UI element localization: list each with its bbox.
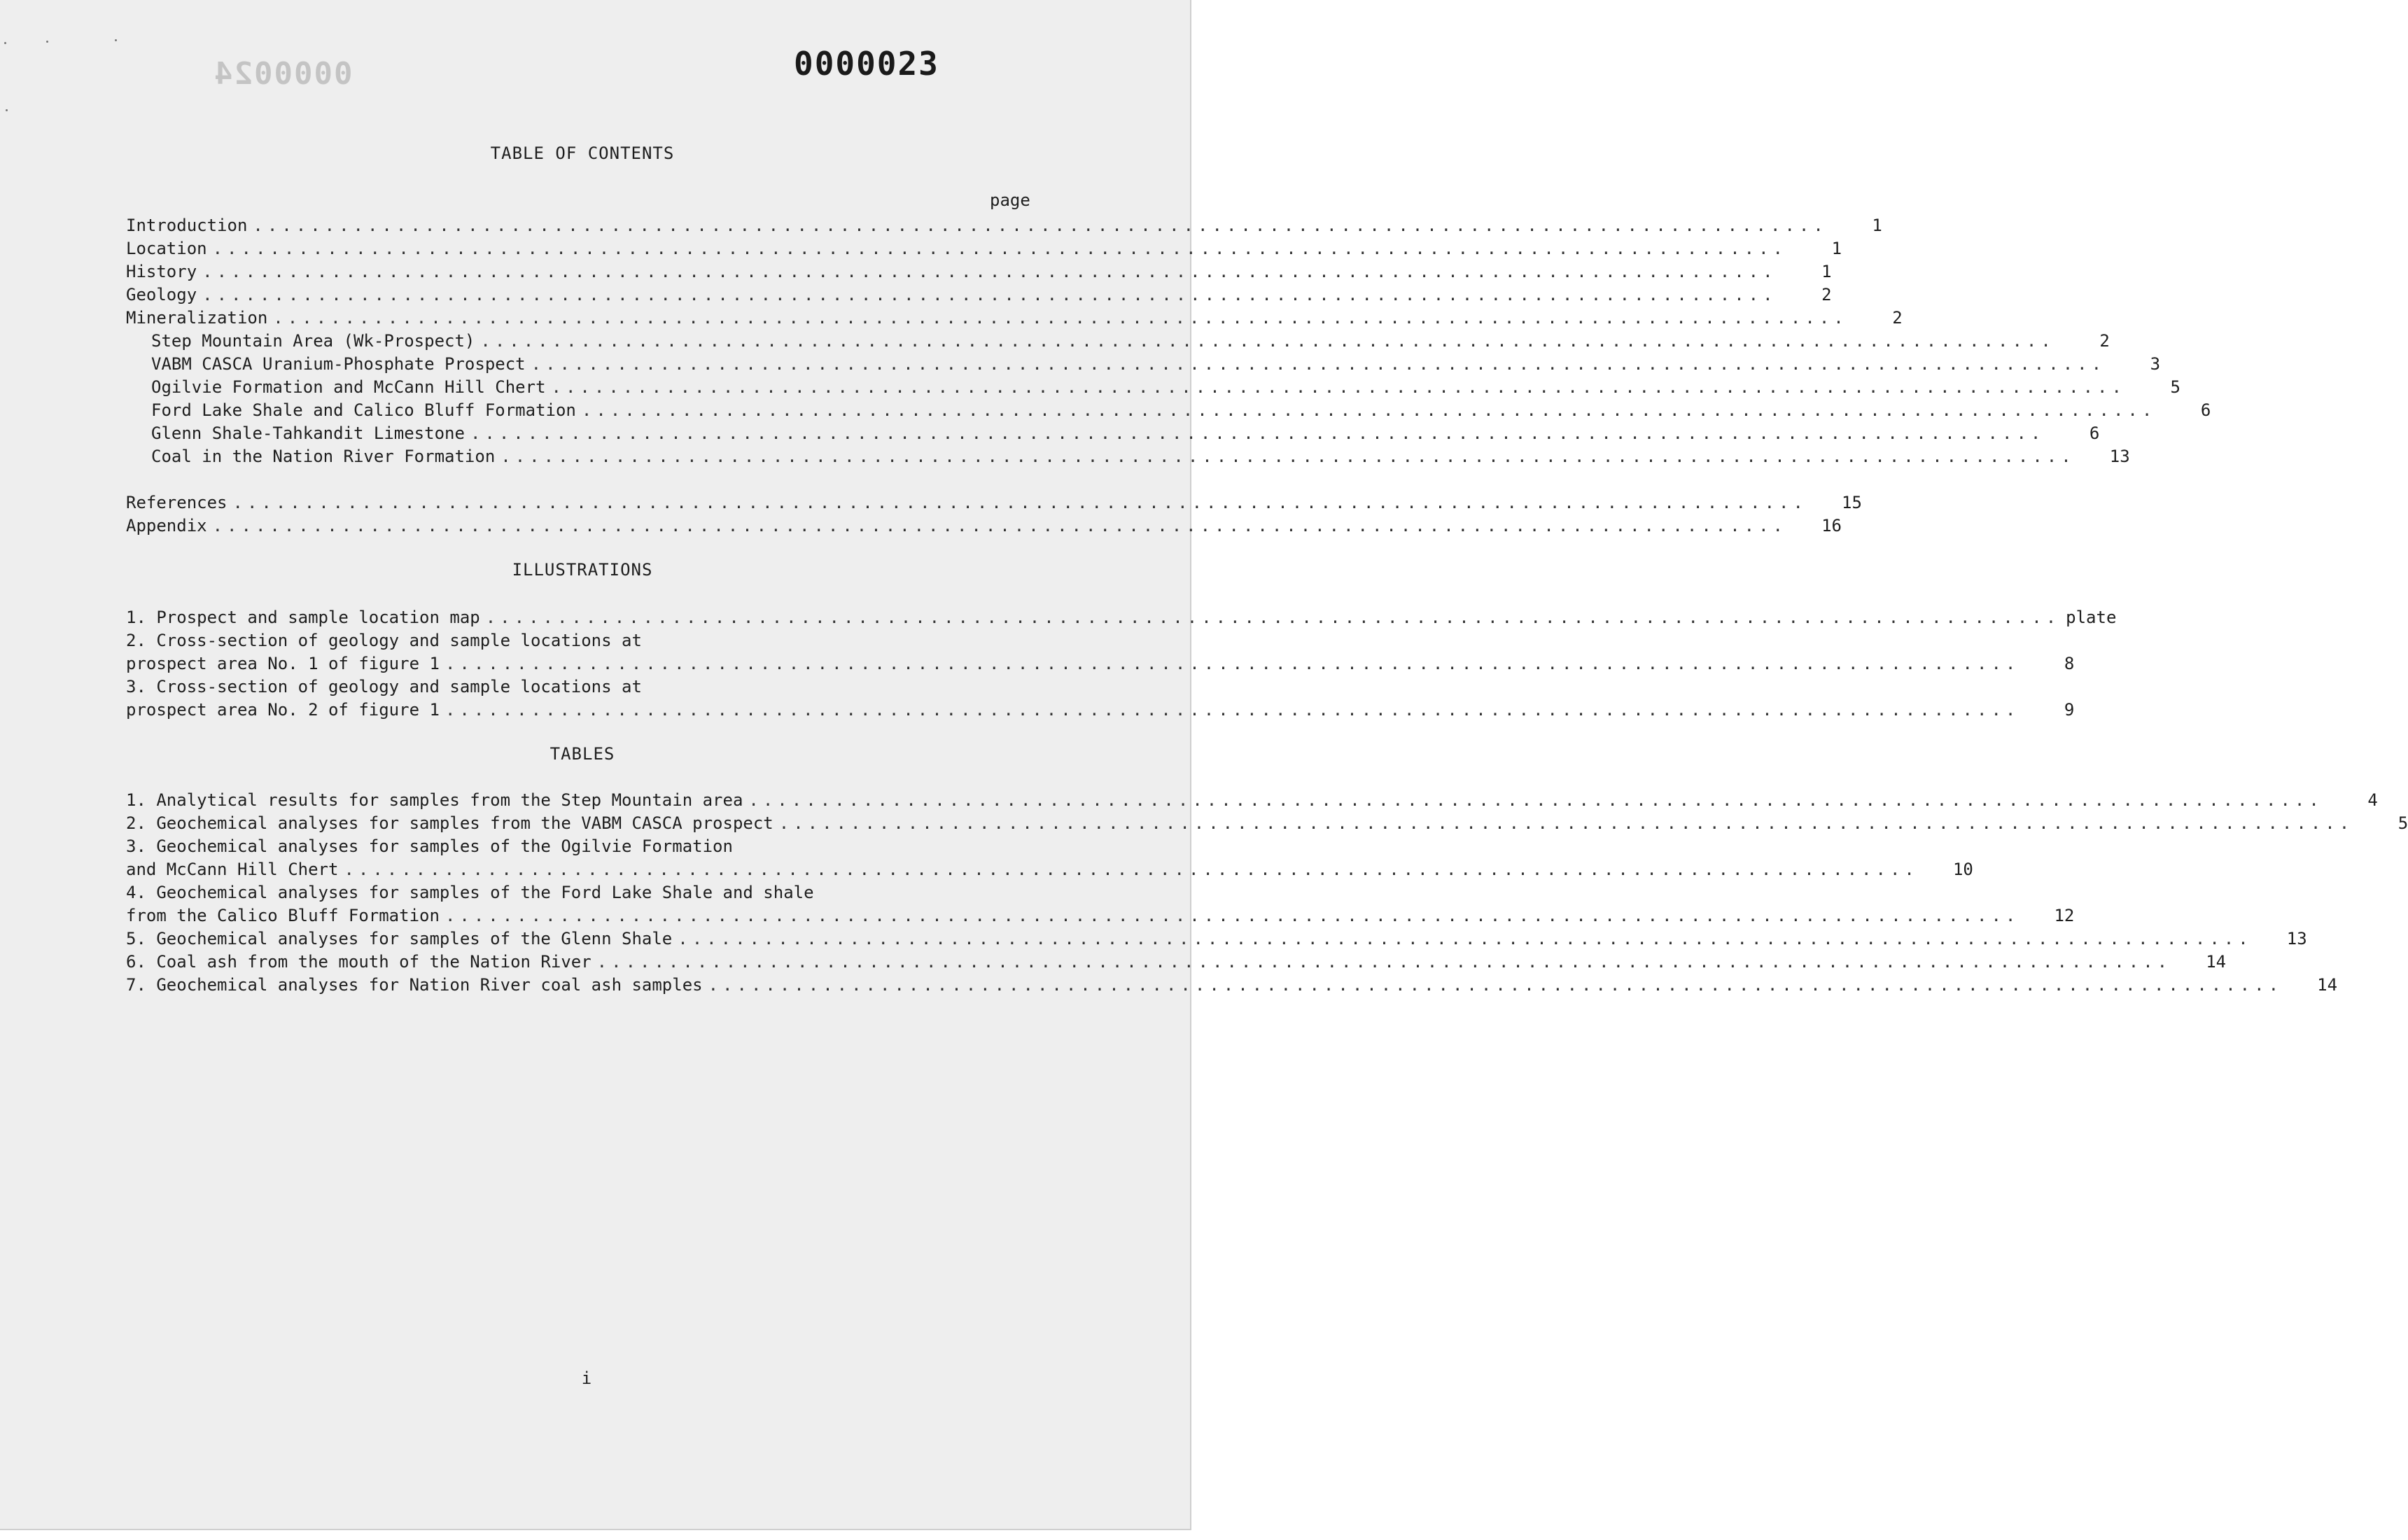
illustration-label: prospect area No. 2 of figure 1 — [126, 700, 440, 720]
leader-dots: .............................................................................................................. — [253, 216, 1828, 235]
toc-subentry-label: Ogilvie Formation and McCann Hill Chert — [151, 377, 546, 397]
toc-entry[interactable] — [126, 284, 1832, 307]
toc-entry-label: Appendix — [126, 516, 207, 536]
scan-speck — [4, 42, 6, 44]
leader-dots: .............................................................................................................. — [470, 424, 2045, 443]
table-label: and McCann Hill Chert — [126, 860, 339, 879]
page-number: i — [581, 1368, 592, 1388]
table-page: 10 — [1952, 860, 1973, 879]
table-label-line: 4. Geochemical analyses for samples of the Ford Lake Shale and shale — [126, 883, 814, 902]
illustration-entry[interactable] — [126, 606, 2117, 629]
document-number-stamp: 0000023 — [794, 45, 939, 83]
table-entry[interactable] — [126, 812, 2408, 835]
illustration-label-line: 2. Cross-section of geology and sample locations at — [126, 631, 642, 650]
leader-dots: .............................................................................................................. — [748, 790, 2323, 810]
toc-entry-page: 2 — [1821, 285, 1832, 304]
table-page: 14 — [2317, 975, 2338, 995]
toc-subentry-page: 5 — [2170, 377, 2180, 397]
toc-entry-label: Geology — [126, 285, 197, 304]
table-label: 5. Geochemical analyses for samples of the Glenn Shale — [126, 929, 673, 948]
toc-entry-label: History — [126, 262, 197, 281]
leader-dots: .............................................................................................................. — [212, 239, 1788, 258]
toc-subentry-page: 13 — [2109, 447, 2130, 466]
toc-back-matter — [126, 491, 1862, 538]
table-entry[interactable] — [126, 927, 2307, 951]
scan-speck — [46, 41, 48, 43]
table-label: 2. Geochemical analyses for samples from the VABM CASCA prospect — [126, 813, 774, 833]
leader-dots: .............................................................................................................. — [212, 516, 1788, 536]
toc-entry-page: 1 — [1831, 239, 1842, 258]
toc-subentry-label: VABM CASCA Uranium-Phosphate Prospect — [151, 354, 526, 374]
toc-subentry[interactable] — [126, 353, 2161, 376]
toc-subentry[interactable] — [126, 445, 2130, 468]
illustrations-list — [126, 606, 2117, 722]
toc-subentry-page: 6 — [2200, 400, 2211, 420]
illustration-page: 9 — [2064, 700, 2075, 720]
table-label: 7. Geochemical analyses for Nation River coal ash samples — [126, 975, 703, 995]
leader-dots: .............................................................................................................. — [202, 262, 1777, 281]
toc-entry-page: 1 — [1821, 262, 1832, 281]
leader-dots: .............................................................................................................. — [202, 285, 1777, 304]
leader-dots: .............................................................................................................. — [480, 331, 2055, 351]
toc-entry-label: Introduction — [126, 216, 248, 235]
table-entry[interactable] — [126, 858, 1973, 881]
table-page: 5 — [2398, 813, 2408, 833]
leader-dots: .............................................................................................................. — [551, 377, 2126, 397]
toc-subentry[interactable] — [126, 330, 2110, 353]
leader-dots: .............................................................................................................. — [444, 906, 2020, 925]
toc-entry[interactable] — [126, 514, 1842, 538]
table-label: 1. Analytical results for samples from the Step Mountain area — [126, 790, 743, 810]
tables-title: TABLES — [550, 744, 615, 764]
toc-entry-label: References — [126, 493, 227, 512]
toc-entry-page: 15 — [1842, 493, 1862, 512]
illustration-label-line: 3. Cross-section of geology and sample locations at — [126, 677, 642, 696]
illustration-entry[interactable] — [126, 652, 2075, 676]
scan-speck — [115, 39, 117, 41]
table-entry[interactable] — [126, 974, 2338, 997]
table-entry[interactable] — [126, 951, 2227, 974]
leader-dots: .............................................................................................................. — [500, 447, 2076, 466]
illustration-page: 8 — [2064, 654, 2075, 673]
table-entry[interactable] — [126, 789, 2378, 812]
toc-entry[interactable] — [126, 491, 1862, 514]
page-column-header: page — [990, 190, 1030, 210]
leader-dots: .............................................................................................................. — [531, 354, 2106, 374]
leader-dots: .............................................................................................................. — [232, 493, 1807, 512]
toc-subentry-label: Glenn Shale-Tahkandit Limestone — [151, 424, 465, 443]
toc-subentry[interactable] — [126, 399, 2211, 422]
toc-entry-label: Location — [126, 239, 207, 258]
toc-entry[interactable] — [126, 307, 1903, 330]
leader-dots: .............................................................................................................. — [778, 813, 2354, 833]
table-label-line: 3. Geochemical analyses for samples of the Ogilvie Formation — [126, 836, 733, 856]
leader-dots: .............................................................................................................. — [273, 308, 1848, 328]
toc-subentry[interactable] — [126, 422, 2100, 445]
leader-dots: .............................................................................................................. — [678, 929, 2253, 948]
table-page: 12 — [2054, 906, 2075, 925]
leader-dots: .............................................................................................................. — [581, 400, 2157, 420]
toc-entry-page: 1 — [1872, 216, 1882, 235]
table-label: 6. Coal ash from the mouth of the Nation River — [126, 952, 592, 972]
leader-dots: .............................................................................................................. — [708, 975, 2283, 995]
toc-entry-label: Mineralization — [126, 308, 268, 328]
toc-entry[interactable] — [126, 214, 1882, 237]
toc-title: TABLE OF CONTENTS — [490, 144, 675, 163]
tables-list — [126, 789, 2408, 997]
toc-subentry-label: Step Mountain Area (Wk-Prospect) — [151, 331, 475, 351]
toc-subentry-label: Ford Lake Shale and Calico Bluff Formation — [151, 400, 576, 420]
toc-subentry-page: 6 — [2089, 424, 2100, 443]
illustrations-title: ILLUSTRATIONS — [512, 560, 653, 580]
leader-dots: .............................................................................................................. — [485, 608, 2061, 627]
illustration-page: plate — [2066, 608, 2117, 627]
toc-entry[interactable] — [126, 260, 1832, 284]
toc-entry-page: 16 — [1821, 516, 1842, 536]
illustration-entry[interactable] — [126, 699, 2075, 722]
toc-subentry[interactable] — [126, 376, 2180, 399]
toc-entry[interactable] — [126, 237, 1842, 260]
leader-dots: .............................................................................................................. — [596, 952, 2172, 972]
leader-dots: .............................................................................................................. — [344, 860, 1919, 879]
table-entry[interactable] — [126, 904, 2075, 927]
leader-dots: .............................................................................................................. — [444, 654, 2020, 673]
table-page: 13 — [2286, 929, 2307, 948]
toc-subentry-page: 3 — [2150, 354, 2161, 374]
table-label: from the Calico Bluff Formation — [126, 906, 440, 925]
illustration-label: prospect area No. 1 of figure 1 — [126, 654, 440, 673]
leader-dots: .............................................................................................................. — [444, 700, 2020, 720]
toc-subentry-page: 2 — [2099, 331, 2110, 351]
table-page: 4 — [2367, 790, 2378, 810]
table-page: 14 — [2206, 952, 2227, 972]
bleed-through-stamp: 0000024 — [213, 56, 353, 92]
toc-main-list — [126, 214, 2211, 468]
toc-entry-page: 2 — [1892, 308, 1903, 328]
scan-speck — [6, 109, 8, 111]
toc-subentry-label: Coal in the Nation River Formation — [151, 447, 496, 466]
illustration-label: 1. Prospect and sample location map — [126, 608, 480, 627]
